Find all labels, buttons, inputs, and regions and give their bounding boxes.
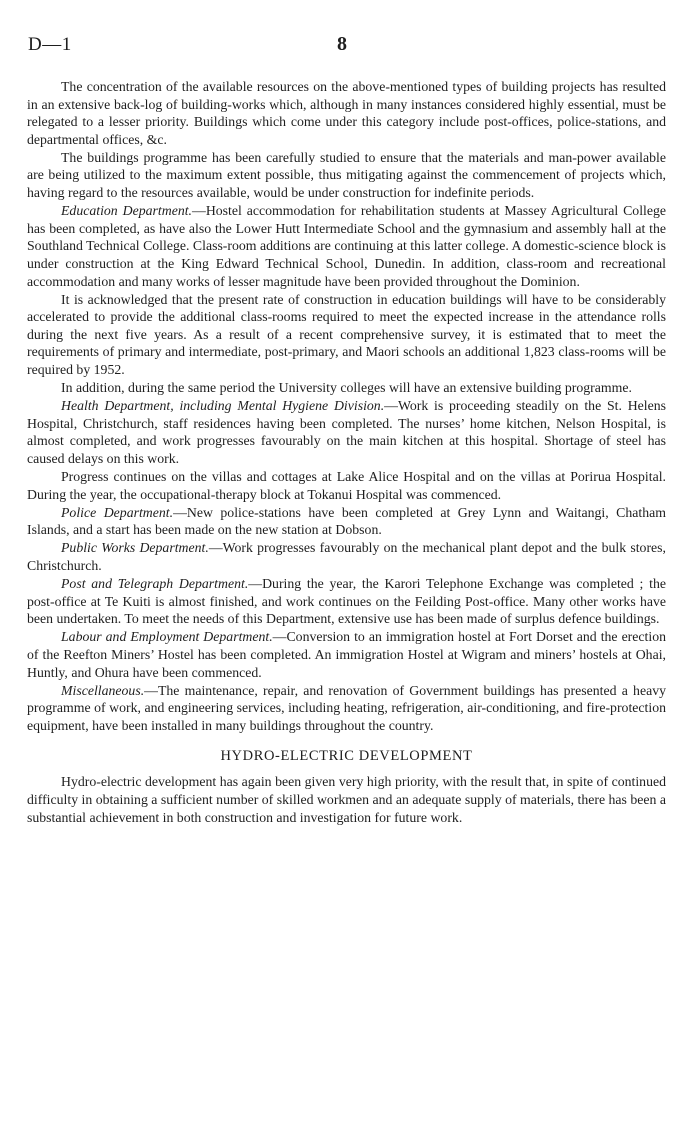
paragraph bbox=[27, 78, 666, 148]
paragraph-lead: Public Works Department. bbox=[61, 540, 209, 556]
paragraph bbox=[27, 575, 666, 628]
paragraph-text: —During the year, the Karori Telephone Exchange was completed ; the post-office at Te Kuiti is almost finished, and work continues on the Feilding Post-office. Many other works have been undertaken. To meet the needs of this Department, extensive use has been made of surplus defence buildings. bbox=[27, 576, 666, 627]
paragraph bbox=[27, 379, 666, 397]
page bbox=[27, 0, 667, 825]
paragraph-text: —Hostel accommodation for rehabilitation students at Massey Agricultural College has been completed, as have also the Lower Hutt Intermediate School and the gymnasium and assembly hall at the Southland Technical College. Class-room additions are continuing at this latter college. A domestic-science block is under construction at the King Edward Technical School, Dunedin. In addition, class-room and recreational accommodation and many works of lesser magnitude have been provided throughout the Dominion. bbox=[27, 203, 667, 289]
page-header bbox=[27, 0, 666, 55]
paragraph-lead: Health Department, including Mental Hygiene Division. bbox=[61, 398, 385, 414]
paragraph bbox=[27, 504, 666, 539]
paragraph bbox=[27, 291, 666, 379]
paragraph-text: Progress continues on the villas and cottages at Lake Alice Hospital and on the villas at Porirua Hospital. During the year, the occupational-therapy block at Tokanui Hospital was commenced. bbox=[27, 469, 666, 502]
paragraph-lead: Labour and Employment Department. bbox=[61, 629, 273, 645]
paragraph-text: The concentration of the available resources on the above-mentioned types of building projects has resulted in an extensive back-log of building-works which, although in many instances considered highly essential, must be relegated to a lesser priority. Buildings which come under this category include post-offices, police-stations, and departmental offices, &c. bbox=[27, 79, 666, 147]
paragraph-lead: Miscellaneous. bbox=[61, 682, 145, 698]
paragraph-text: Hydro-electric development has again been given very high priority, with the result that, in spite of continued difficulty in obtaining a sufficient number of skilled workmen and an adequate supply of materials, there has been a substantial achievement in both construction and investigation for future work. bbox=[27, 774, 666, 825]
paragraph bbox=[27, 682, 666, 735]
paragraph-lead: Education Department. bbox=[61, 203, 193, 219]
paragraph bbox=[27, 202, 666, 290]
section-heading: HYDRO-ELECTRIC DEVELOPMENT bbox=[220, 748, 473, 765]
page-number: 8 bbox=[337, 33, 347, 55]
paragraph bbox=[27, 397, 666, 467]
paragraph-text: —New police-stations have been completed at Grey Lynn and Waitangi, Chatham Islands, and a start has been made on the new station at Dobson. bbox=[27, 504, 666, 538]
document-reference: D—1 bbox=[28, 34, 72, 55]
paragraph bbox=[27, 468, 666, 503]
paragraph-text: —Work progresses favourably on the mechanical plant depot and the bulk stores, Christchurch. bbox=[27, 540, 666, 574]
paragraph-text: It is acknowledged that the present rate of construction in education buildings will have to be considerably accelerated to provide the additional class-rooms required to meet the expected increase in the attendance rolls during the next five years. As a result of a recent comprehensive survey, it is estimated that to meet the requirements of primary and intermediate, post-primary, and Maori schools an additional 1,823 class-rooms will be required by 1952. bbox=[27, 291, 666, 377]
paragraph-text: —Conversion to an immigration hostel at Fort Dorset and the erection of the Reefton Miners’ Hostel has been completed. An immigration Hostel at Wigram and miners’ hostels at Ohai, Huntly, and Ohura have been commenced. bbox=[27, 629, 666, 680]
paragraph-text: —The maintenance, repair, and renovation of Government buildings has presented a heavy programme of work, and engineering services, including heating, refrigeration, air-conditioning, and fire-protection equipment, have been installed in many buildings throughout the country. bbox=[27, 682, 666, 733]
paragraph bbox=[27, 628, 666, 681]
paragraph-text: —Work is proceeding steadily on the St. Helens Hospital, Christchurch, staff residences having been completed. The nurses’ home kitchen, Nelson Hospital, is almost completed, and work progresses favourably on the main kitchen at this hospital. Shortage of steel has caused delays on this work. bbox=[27, 398, 667, 466]
paragraph bbox=[27, 539, 666, 574]
paragraph-lead: Police Department. bbox=[61, 504, 174, 520]
paragraph bbox=[27, 149, 666, 202]
body-text bbox=[27, 78, 666, 826]
paragraph-lead: Post and Telegraph Department. bbox=[61, 576, 249, 592]
paragraph-text: In addition, during the same period the University colleges will have an extensive building programme. bbox=[61, 380, 632, 396]
paragraph bbox=[27, 773, 666, 826]
paragraph-text: The buildings programme has been carefully studied to ensure that the materials and man-power available are being utilized to the maximum extent possible, thus mitigating against the commencement of projects which, having regard to the resources available, would be under construction for indefinite periods. bbox=[27, 149, 666, 201]
